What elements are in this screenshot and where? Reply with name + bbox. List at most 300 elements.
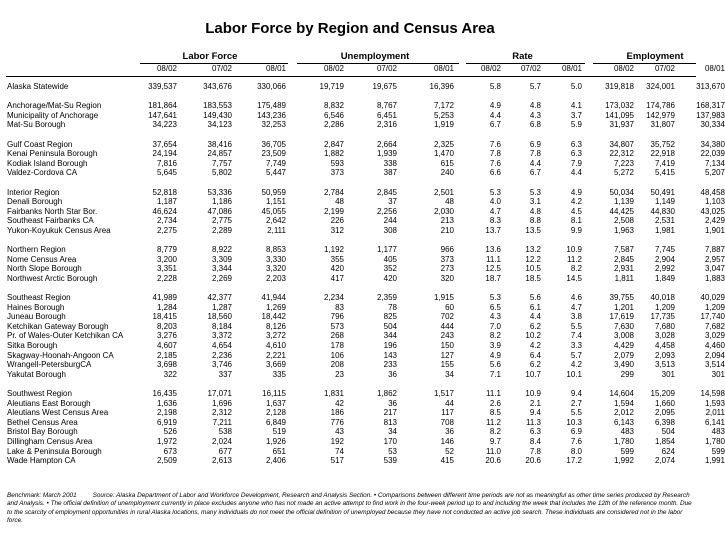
- table-cell: 12.5: [485, 264, 501, 274]
- table-cell: 18,560: [207, 312, 232, 322]
- row-label: Southwest Region: [7, 389, 72, 398]
- table-cell: 5.6: [489, 360, 501, 370]
- table-cell: 2,286: [323, 120, 344, 130]
- section-gap: [0, 283, 700, 293]
- table-cell: 4.8: [529, 206, 541, 216]
- table-cell: 319,818: [605, 82, 634, 91]
- table-cell: 18,415: [152, 312, 177, 322]
- table-cell: 50,491: [650, 187, 675, 197]
- table-cell: 217: [383, 408, 397, 418]
- table-cell: 11.2: [486, 417, 501, 427]
- table-cell: 2,501: [433, 187, 454, 197]
- table-cell: 6.3: [570, 139, 582, 149]
- table-cell: 299: [620, 369, 634, 379]
- table-cell: 504: [661, 427, 675, 437]
- table-cell: 5.5: [570, 321, 582, 331]
- table-cell: 4.4: [570, 168, 582, 178]
- table-cell: 9.7: [489, 436, 501, 446]
- table-cell: 7.8: [529, 446, 541, 456]
- table-cell: 14,598: [700, 389, 725, 398]
- table-cell: 226: [330, 216, 344, 226]
- definition-note: • The official definition of unemployment currently in place excludes anyone who has not made an active attempt to find work in the four-week period up to and including the week that includes the 12th of the reference month. Due to the scarcity of employment opportunities in rural Alaska locations, many individuals do not meet the official definition of unemployed because they have not conducted an active job search. These individuals are considered not in the labor force.: [7, 500, 692, 525]
- table-cell: 3,320: [265, 264, 286, 274]
- table-cell: 8,832: [323, 101, 344, 111]
- table-cell: 40,029: [700, 293, 725, 303]
- table-cell: 420: [330, 264, 344, 274]
- table-cell: 1,593: [704, 398, 725, 408]
- table-row: [0, 369, 725, 380]
- table-cell: 5.3: [489, 187, 501, 197]
- table-cell: 7.6: [570, 436, 582, 446]
- table-cell: 44,425: [609, 206, 634, 216]
- table-cell: 1,149: [654, 197, 675, 207]
- table-cell: 338: [383, 158, 397, 168]
- table-cell: 10.3: [566, 417, 582, 427]
- table-cell: 2,221: [265, 350, 286, 360]
- table-cell: 142,979: [646, 110, 675, 120]
- table-cell: 2,509: [156, 456, 177, 466]
- table-cell: 47,086: [207, 206, 232, 216]
- table-cell: 4.5: [570, 206, 582, 216]
- table-row: [0, 101, 725, 111]
- table-cell: 308: [383, 225, 397, 235]
- table-cell: 10.1: [566, 369, 582, 379]
- table-cell: 2.6: [489, 398, 501, 408]
- table-cell: 312: [330, 225, 344, 235]
- table-cell: 41,989: [152, 293, 177, 303]
- table-cell: 6.7: [489, 120, 501, 130]
- table-row: [0, 293, 725, 303]
- table-cell: 7.4: [570, 331, 582, 341]
- table-cell: 4.8: [529, 101, 541, 111]
- column-header: 07/02: [376, 64, 397, 73]
- table-cell: 174,786: [646, 101, 675, 111]
- table-cell: 1,926: [265, 436, 286, 446]
- table-cell: 4,607: [156, 341, 177, 351]
- table-cell: 4.4: [489, 110, 501, 120]
- table-cell: 2,642: [265, 216, 286, 226]
- table-cell: 5,272: [613, 168, 634, 178]
- table-cell: 4.7: [489, 206, 501, 216]
- table-cell: 78: [388, 302, 397, 312]
- table-cell: 2,198: [156, 408, 177, 418]
- table-cell: 4.4: [529, 312, 541, 322]
- row-label: Southeast Region: [7, 293, 71, 303]
- table-cell: 3,372: [211, 331, 232, 341]
- table-cell: 8,203: [156, 321, 177, 331]
- table-cell: 2,199: [323, 206, 344, 216]
- table-cell: 3.7: [570, 110, 582, 120]
- table-cell: 5.0: [570, 82, 582, 91]
- table-cell: 4.2: [570, 197, 582, 207]
- table-cell: 34: [445, 369, 454, 379]
- table-cell: 1,972: [156, 436, 177, 446]
- table-cell: 1,209: [704, 302, 725, 312]
- table-cell: 3,669: [265, 360, 286, 370]
- row-label: Mat-Su Borough: [7, 120, 66, 130]
- table-cell: 8,922: [211, 245, 232, 255]
- table-cell: 1,991: [704, 456, 725, 466]
- table-cell: 1,201: [613, 302, 634, 312]
- table-cell: 4.9: [489, 350, 501, 360]
- table-cell: 5.3: [529, 187, 541, 197]
- table-cell: 6.9: [570, 427, 582, 437]
- table-row: [0, 120, 725, 130]
- table-cell: 1,637: [265, 398, 286, 408]
- table-cell: 173,032: [605, 101, 634, 111]
- table-cell: 233: [383, 360, 397, 370]
- table-cell: 1,780: [613, 436, 634, 446]
- table-cell: 3,351: [156, 264, 177, 274]
- table-cell: 34: [388, 427, 397, 437]
- table-cell: 352: [383, 264, 397, 274]
- table-row: [0, 110, 725, 121]
- table-cell: 213: [440, 216, 454, 226]
- table-cell: 3,330: [265, 254, 286, 264]
- table-cell: 1,177: [376, 245, 397, 255]
- table-cell: 1,780: [704, 436, 725, 446]
- section-gap: [0, 178, 700, 188]
- table-cell: 168,317: [696, 101, 725, 111]
- table-cell: 337: [218, 369, 232, 379]
- table-cell: 6,546: [323, 110, 344, 120]
- table-cell: 4.0: [489, 197, 501, 207]
- table-cell: 6,143: [613, 417, 634, 427]
- table-cell: 519: [272, 427, 286, 437]
- row-label: Pr. of Wales-Outer Ketchikan CA: [7, 331, 124, 341]
- table-cell: 599: [620, 446, 634, 456]
- table-cell: 6.1: [529, 302, 541, 312]
- table-cell: 651: [272, 446, 286, 456]
- table-cell: 4,654: [211, 341, 232, 351]
- section-gap: [0, 379, 700, 389]
- table-cell: 593: [330, 158, 344, 168]
- table-row: [0, 350, 725, 361]
- table-cell: 7,630: [613, 321, 634, 331]
- table-cell: 20.6: [525, 456, 541, 466]
- table-cell: 8.1: [570, 216, 582, 226]
- table-cell: 3,698: [156, 360, 177, 370]
- table-cell: 5,802: [211, 168, 232, 178]
- table-cell: 6,141: [704, 417, 725, 427]
- group-header-rate: Rate: [512, 51, 533, 62]
- table-cell: 50,034: [609, 187, 634, 197]
- row-label: Valdez-Cordova CA: [7, 168, 78, 178]
- column-header: 07/02: [520, 64, 541, 73]
- table-cell: 6,919: [156, 417, 177, 427]
- table-cell: 8,184: [211, 321, 232, 331]
- table-cell: 175,489: [257, 101, 286, 111]
- row-label: Northern Region: [7, 245, 66, 255]
- footnotes: [7, 492, 695, 526]
- table-cell: 2,256: [376, 206, 397, 216]
- table-cell: 178: [330, 341, 344, 351]
- table-cell: 7.8: [529, 149, 541, 159]
- table-cell: 3,272: [265, 331, 286, 341]
- table-cell: 6.9: [529, 139, 541, 149]
- table-cell: 6.5: [489, 302, 501, 312]
- table-cell: 2,931: [613, 264, 634, 274]
- table-cell: 31,807: [650, 120, 675, 130]
- table-cell: 5,253: [433, 110, 454, 120]
- table-cell: 1,862: [376, 389, 397, 398]
- table-cell: 1,192: [323, 245, 344, 255]
- table-cell: 4.9: [489, 101, 501, 111]
- group-header-unemployment: Unemployment: [340, 51, 410, 62]
- row-label: Gulf Coast Region: [7, 139, 73, 149]
- table-cell: 7,757: [211, 158, 232, 168]
- table-cell: 4,429: [613, 341, 634, 351]
- table-row: [0, 245, 725, 255]
- table-cell: 3.1: [529, 197, 541, 207]
- table-cell: 1,915: [433, 293, 454, 303]
- table-cell: 677: [218, 446, 232, 456]
- table-cell: 155: [440, 360, 454, 370]
- table-cell: 2,074: [654, 456, 675, 466]
- table-row: [0, 139, 725, 150]
- table-row: [0, 389, 725, 399]
- table-cell: 2,289: [211, 225, 232, 235]
- table-cell: 5.5: [570, 408, 582, 418]
- row-label: Kodiak Island Borough: [7, 158, 88, 168]
- table-cell: 1,594: [613, 398, 634, 408]
- row-label: Nome Census Area: [7, 254, 77, 264]
- table-cell: 373: [330, 168, 344, 178]
- table-cell: 11.3: [526, 417, 541, 427]
- table-cell: 6,398: [654, 417, 675, 427]
- table-row: [0, 427, 725, 437]
- table-cell: 6.3: [529, 427, 541, 437]
- table-cell: 34,223: [152, 120, 177, 130]
- table-cell: 43,025: [700, 206, 725, 216]
- table-cell: 8,853: [265, 245, 286, 255]
- table-cell: 6,849: [265, 417, 286, 427]
- table-cell: 40,018: [650, 293, 675, 303]
- table-cell: 2,664: [376, 139, 397, 149]
- table-cell: 17,619: [609, 312, 634, 322]
- table-cell: 2,024: [211, 436, 232, 446]
- table-cell: 4.7: [570, 302, 582, 312]
- table-cell: 339,537: [148, 82, 177, 91]
- page-title: Labor Force by Region and Census Area: [205, 20, 495, 37]
- table-cell: 1,849: [654, 273, 675, 283]
- table-cell: 483: [620, 427, 634, 437]
- table-cell: 106: [330, 350, 344, 360]
- table-cell: 813: [383, 417, 397, 427]
- column-header: 08/01: [561, 64, 582, 73]
- table-cell: 6.7: [529, 168, 541, 178]
- table-cell: 2,185: [156, 350, 177, 360]
- table-cell: 5,207: [704, 168, 725, 178]
- table-cell: 13.6: [485, 245, 501, 255]
- table-cell: 417: [330, 273, 344, 283]
- table-cell: 4,458: [654, 341, 675, 351]
- group-header-labor-force: Labor Force: [182, 51, 238, 62]
- table-cell: 3,344: [211, 264, 232, 274]
- table-cell: 2,093: [654, 350, 675, 360]
- table-row: [0, 216, 725, 226]
- table-cell: 624: [661, 446, 675, 456]
- table-cell: 2.1: [529, 398, 541, 408]
- table-cell: 16,115: [262, 389, 286, 398]
- table-cell: 2,312: [211, 408, 232, 418]
- table-cell: 150: [440, 341, 454, 351]
- table-cell: 22,039: [700, 149, 725, 159]
- table-cell: 330,066: [257, 82, 286, 91]
- table-cell: 2,128: [265, 408, 286, 418]
- table-cell: 2,359: [376, 293, 397, 303]
- table-cell: 52,818: [152, 187, 177, 197]
- table-cell: 34,123: [207, 120, 232, 130]
- table-row: [0, 360, 725, 370]
- table-cell: 673: [163, 446, 177, 456]
- table-cell: 24,194: [152, 149, 177, 159]
- table-cell: 2,079: [613, 350, 634, 360]
- benchmark-note: Benchmark: March 2001: [7, 492, 77, 499]
- table-cell: 240: [440, 168, 454, 178]
- column-header: 07/02: [654, 64, 675, 73]
- table-cell: 146: [440, 436, 454, 446]
- row-label: Yakutat Borough: [7, 369, 67, 379]
- table-cell: 1,187: [156, 197, 177, 207]
- table-cell: 192: [330, 436, 344, 446]
- row-label: Ketchikan Gateway Borough: [7, 321, 109, 331]
- table-cell: 301: [711, 369, 725, 379]
- table-row: [0, 436, 725, 447]
- table-cell: 60: [445, 302, 454, 312]
- table-cell: 387: [383, 168, 397, 178]
- table-cell: 1,151: [265, 197, 286, 207]
- table-cell: 7.0: [489, 321, 501, 331]
- section-gap: [0, 92, 700, 102]
- table-cell: 1,963: [613, 225, 634, 235]
- table-cell: 599: [711, 446, 725, 456]
- table-cell: 10.2: [525, 331, 541, 341]
- table-cell: 9.4: [570, 389, 582, 398]
- comparison-note: • Comparisons between different time periods are not as meaningful as other time series produced by Research and Analysis.: [7, 492, 690, 508]
- table-cell: 17,735: [650, 312, 675, 322]
- column-header: 08/02: [613, 64, 634, 73]
- table-cell: 3,490: [613, 360, 634, 370]
- table-cell: 7,749: [265, 158, 286, 168]
- table-cell: 6.6: [489, 168, 501, 178]
- table-row: [0, 225, 725, 236]
- table-cell: 244: [383, 216, 397, 226]
- table-row: [0, 206, 725, 217]
- row-label: Southeast Fairbanks CA: [7, 216, 94, 226]
- row-label: Juneau Borough: [7, 312, 66, 322]
- table-cell: 2,613: [211, 456, 232, 466]
- table-cell: 3,028: [654, 331, 675, 341]
- header-rule: [6, 76, 696, 77]
- column-header: 08/01: [704, 64, 725, 73]
- table-cell: 2,784: [323, 187, 344, 197]
- table-cell: 3,047: [704, 264, 725, 274]
- table-row: [0, 158, 725, 169]
- table-cell: 7,419: [654, 158, 675, 168]
- table-cell: 13.5: [525, 225, 541, 235]
- table-cell: 141,095: [605, 110, 634, 120]
- table-cell: 702: [440, 312, 454, 322]
- table-cell: 17,071: [207, 389, 232, 398]
- table-cell: 2,734: [156, 216, 177, 226]
- data-table: [0, 82, 725, 466]
- table-cell: 1,636: [156, 398, 177, 408]
- table-cell: 5,447: [265, 168, 286, 178]
- table-row: [0, 341, 725, 351]
- table-cell: 34,380: [700, 139, 725, 149]
- table-cell: 1,287: [211, 302, 232, 312]
- table-cell: 268: [330, 331, 344, 341]
- table-cell: 2,228: [156, 273, 177, 283]
- table-cell: 10.7: [525, 369, 541, 379]
- table-cell: 7,587: [613, 245, 634, 255]
- table-cell: 504: [383, 321, 397, 331]
- table-cell: 147,641: [148, 110, 177, 120]
- table-cell: 45,055: [261, 206, 286, 216]
- row-label: Bethel Census Area: [7, 417, 78, 427]
- table-cell: 8.2: [489, 331, 501, 341]
- section-gap: [0, 236, 700, 246]
- table-cell: 183,553: [203, 101, 232, 111]
- table-cell: 2,094: [704, 350, 725, 360]
- table-cell: 39,755: [609, 293, 634, 303]
- table-cell: 8,767: [376, 101, 397, 111]
- table-cell: 8.8: [529, 216, 541, 226]
- table-cell: 6.4: [529, 350, 541, 360]
- row-label: Aleutians East Borough: [7, 398, 91, 408]
- table-cell: 14.5: [566, 273, 582, 283]
- table-cell: 2,316: [376, 120, 397, 130]
- table-cell: 32,253: [261, 120, 286, 130]
- table-cell: 2,095: [654, 408, 675, 418]
- table-cell: 13.7: [485, 225, 501, 235]
- table-cell: 7,682: [704, 321, 725, 331]
- table-cell: 3,276: [156, 331, 177, 341]
- table-cell: 46,624: [152, 206, 177, 216]
- table-cell: 23,509: [261, 149, 286, 159]
- table-cell: 8.2: [489, 427, 501, 437]
- table-row: [0, 149, 725, 159]
- table-cell: 243: [440, 331, 454, 341]
- row-label: Sitka Borough: [7, 341, 58, 351]
- table-cell: 6.3: [570, 149, 582, 159]
- table-cell: 23: [335, 369, 344, 379]
- table-cell: 8.2: [570, 264, 582, 274]
- table-cell: 42: [335, 398, 344, 408]
- table-cell: 6.2: [529, 321, 541, 331]
- row-label: Haines Borough: [7, 302, 65, 312]
- table-cell: 3,746: [211, 360, 232, 370]
- table-cell: 37,654: [152, 139, 177, 149]
- table-row: [0, 264, 725, 274]
- table-cell: 7,223: [613, 158, 634, 168]
- table-cell: 44,830: [650, 206, 675, 216]
- column-header: 08/02: [156, 64, 177, 73]
- table-cell: 3,514: [704, 360, 725, 370]
- table-cell: 34,807: [609, 139, 634, 149]
- table-cell: 31,937: [609, 120, 634, 130]
- table-cell: 526: [163, 427, 177, 437]
- table-cell: 539: [383, 456, 397, 466]
- table-cell: 4.2: [570, 360, 582, 370]
- table-cell: 301: [661, 369, 675, 379]
- row-label: Yukon-Koyukuk Census Area: [7, 225, 111, 235]
- table-cell: 143,236: [257, 110, 286, 120]
- table-cell: 53,336: [207, 187, 232, 197]
- section-gap: [0, 130, 700, 140]
- table-cell: 405: [383, 254, 397, 264]
